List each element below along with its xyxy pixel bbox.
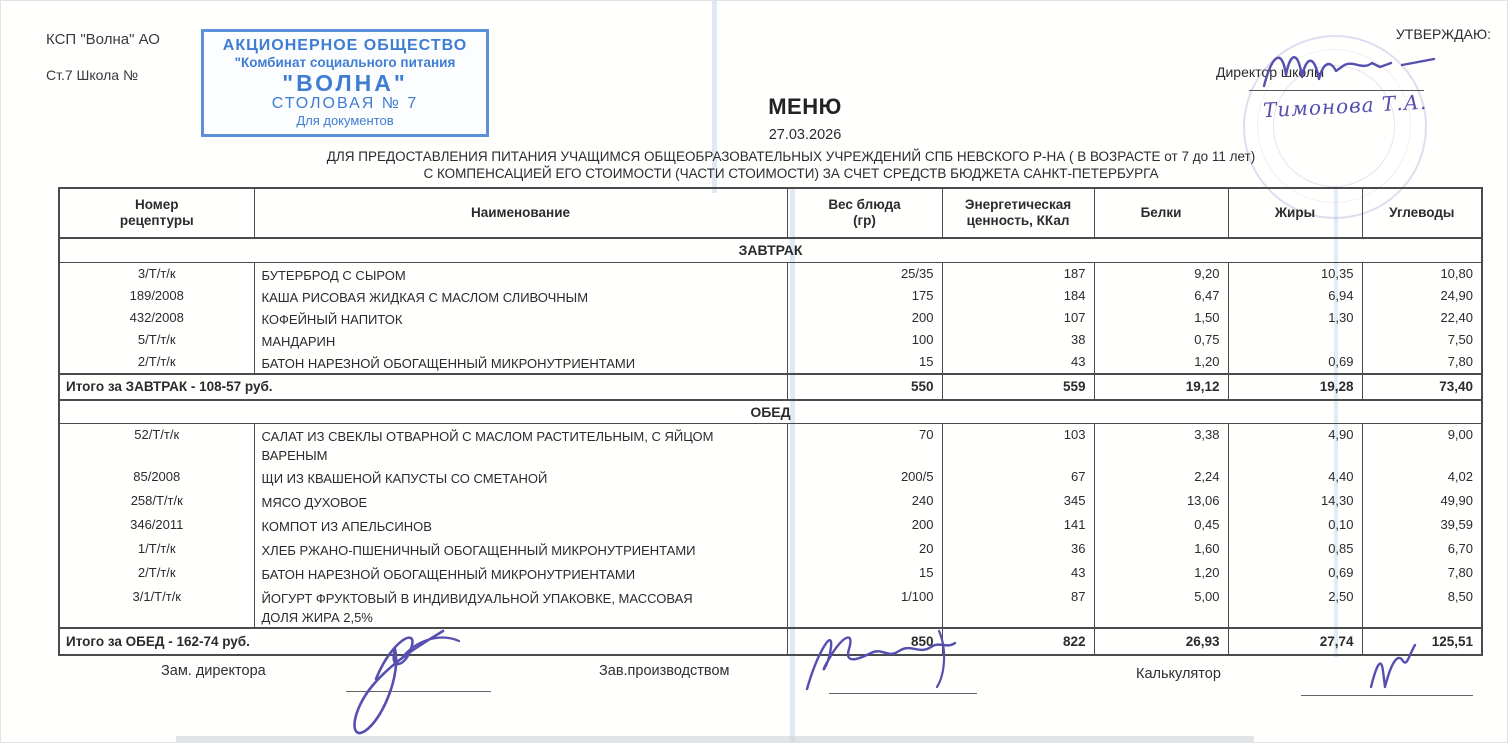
recipe-cell: 85/2008 [59,466,254,490]
weight-cell: 200 [787,307,942,329]
kcal-cell: 184 [942,285,1094,307]
fat-cell: 0,10 [1228,514,1362,538]
org-name: КСП "Волна" АО [46,31,160,48]
dish-name-cell: ХЛЕБ РЖАНО-ПШЕНИЧНЫЙ ОБОГАЩЕННЫЙ МИКРОНУТРИЕНТАМИ [254,538,787,562]
kcal-cell: 103 [942,424,1094,466]
production-manager-signature [789,619,989,709]
kcal-total: 559 [942,374,1094,400]
table-row [59,490,1482,514]
table-row [59,514,1482,538]
protein-cell: 9,20 [1094,262,1228,285]
dish-name-cell: КАША РИСОВАЯ ЖИДКАЯ С МАСЛОМ СЛИВОЧНЫМ [254,285,787,307]
kcal-cell: 87 [942,586,1094,628]
carbs-cell: 24,90 [1362,285,1482,307]
carbs-cell: 4,02 [1362,466,1482,490]
doc-subtitle-line1: ДЛЯ ПРЕДОСТАВЛЕНИЯ ПИТАНИЯ УЧАЩИМСЯ ОБЩЕОБРАЗОВАТЕЛЬНЫХ УЧРЕЖДЕНИЙ СПБ НЕВСКОГО Р-НА ( В ВОЗРАСТЕ от 7 до 11 лет) [326,149,1256,164]
dish-name-cell: КОФЕЙНЫЙ НАПИТОК [254,307,787,329]
director-handwritten-name: Тимонова Т.А. [1262,89,1428,123]
kcal-cell: 107 [942,307,1094,329]
table-row [59,351,1482,374]
kcal-cell: 43 [942,351,1094,374]
deputy-director-label: Зам. директора [161,663,266,679]
recipe-cell: 2/Т/т/к [59,562,254,586]
kcal-cell: 36 [942,538,1094,562]
fat-cell: 4,40 [1228,466,1362,490]
table-row [59,329,1482,351]
protein-cell: 3,38 [1094,424,1228,466]
fat-cell: 4,90 [1228,424,1362,466]
weight-cell: 15 [787,351,942,374]
table-row [59,586,1482,628]
recipe-cell: 1/Т/т/к [59,538,254,562]
dish-name-cell: КОМПОТ ИЗ АПЕЛЬСИНОВ [254,514,787,538]
protein-cell: 1,50 [1094,307,1228,329]
carbs-cell: 49,90 [1362,490,1482,514]
col-header-name: Наименование [254,188,787,238]
carbs-cell: 7,50 [1362,329,1482,351]
weight-cell: 1/100 [787,586,942,628]
fat-cell: 10,35 [1228,262,1362,285]
protein-total: 19,12 [1094,374,1228,400]
table-header-row [59,188,1482,238]
production-manager-label: Зав.производством [599,663,730,679]
director-signature [1256,41,1441,96]
col-header-fat: Жиры [1228,188,1362,238]
col-header-carbs: Углеводы [1362,188,1482,238]
doc-subtitle-line2: С КОМПЕНСАЦИЕЙ ЕГО СТОИМОСТИ (ЧАСТИ СТОИМОСТИ) ЗА СЧЕТ СРЕДСТВ БЮДЖЕТА САНКТ-ПЕТЕРБУРГА [423,166,1159,181]
weight-cell: 25/35 [787,262,942,285]
carbs-cell: 22,40 [1362,307,1482,329]
weight-cell: 20 [787,538,942,562]
section-title: ОБЕД [59,400,1482,424]
recipe-cell: 3/Т/т/к [59,262,254,285]
recipe-cell: 2/Т/т/к [59,351,254,374]
kcal-total: 822 [942,628,1094,655]
fat-total: 19,28 [1228,374,1362,400]
fat-cell: 2,50 [1228,586,1362,628]
calculator-label: Калькулятор [1136,666,1221,682]
weight-cell: 240 [787,490,942,514]
table-row [59,466,1482,490]
recipe-cell: 5/Т/т/к [59,329,254,351]
weight-cell: 200 [787,514,942,538]
dish-name-cell: БАТОН НАРЕЗНОЙ ОБОГАЩЕННЫЙ МИКРОНУТРИЕНТАМИ [254,351,787,374]
lunch-total-row [59,628,1482,655]
fat-total: 27,74 [1228,628,1362,655]
stamp-line: "Комбинат социального питания [234,55,456,70]
fat-cell [1228,329,1362,351]
dish-name-cell: МАНДАРИН [254,329,787,351]
doc-date: 27.03.2026 [768,127,842,143]
menu-table [58,187,1481,656]
protein-cell: 1,60 [1094,538,1228,562]
fat-cell: 0,69 [1228,562,1362,586]
kcal-cell: 187 [942,262,1094,285]
doc-title: МЕНЮ [768,94,842,119]
stamp-line: АКЦИОНЕРНОЕ ОБЩЕСТВО [222,37,468,54]
dish-name-cell: БАТОН НАРЕЗНОЙ ОБОГАЩЕННЫЙ МИКРОНУТРИЕНТАМИ [254,562,787,586]
protein-cell: 1,20 [1094,351,1228,374]
recipe-cell: 346/2011 [59,514,254,538]
section-lunch [59,400,1482,424]
lunch-total-label: Итого за ОБЕД - 162-74 руб. [59,628,787,655]
carbs-total: 125,51 [1362,628,1482,655]
fat-cell: 6,94 [1228,285,1362,307]
table-row [59,424,1482,466]
kcal-cell: 141 [942,514,1094,538]
protein-cell: 2,24 [1094,466,1228,490]
kcal-cell: 38 [942,329,1094,351]
protein-cell: 13,06 [1094,490,1228,514]
calculator-signature [1359,639,1439,699]
recipe-cell: 432/2008 [59,307,254,329]
table-row [59,307,1482,329]
weight-cell: 175 [787,285,942,307]
table-row [59,538,1482,562]
fat-cell: 14,30 [1228,490,1362,514]
recipe-cell: 3/1/Т/т/к [59,586,254,628]
carbs-cell: 8,50 [1362,586,1482,628]
table-row [59,262,1482,285]
stamp-line: "ВОЛНА" [282,70,408,96]
protein-total: 26,93 [1094,628,1228,655]
protein-cell: 0,75 [1094,329,1228,351]
weight-cell: 15 [787,562,942,586]
table-row [59,562,1482,586]
section-title: ЗАВТРАК [59,238,1482,262]
section-breakfast [59,238,1482,262]
dish-name-cell: САЛАТ ИЗ СВЕКЛЫ ОТВАРНОЙ С МАСЛОМ РАСТИТЕЛЬНЫМ, С ЯЙЦОМ ВАРЕНЫМ [254,424,787,466]
stamp-line: Для документов [296,113,394,128]
dish-name-cell: БУТЕРБРОД С СЫРОМ [254,262,787,285]
kcal-cell: 43 [942,562,1094,586]
col-header-protein: Белки [1094,188,1228,238]
fat-cell: 1,30 [1228,307,1362,329]
col-header-recipe: Номер рецептуры [59,188,254,238]
carbs-cell: 7,80 [1362,351,1482,374]
protein-cell: 5,00 [1094,586,1228,628]
recipe-cell: 52/Т/т/к [59,424,254,466]
recipe-cell: 258/Т/т/к [59,490,254,514]
school-line: Ст.7 Школа № [46,67,138,83]
kcal-cell: 345 [942,490,1094,514]
carbs-cell: 10,80 [1362,262,1482,285]
carbs-cell: 7,80 [1362,562,1482,586]
stamp-line: СТОЛОВАЯ № 7 [271,95,419,112]
weight-cell: 70 [787,424,942,466]
col-header-kcal: Энергетическая ценность, ККал [942,188,1094,238]
dish-name-cell: МЯСО ДУХОВОЕ [254,490,787,514]
recipe-cell: 189/2008 [59,285,254,307]
deputy-director-signature [331,619,521,743]
breakfast-total-row [59,374,1482,400]
table-row [59,285,1482,307]
weight-cell: 100 [787,329,942,351]
weight-total: 850 [787,628,942,655]
protein-cell: 6,47 [1094,285,1228,307]
weight-total: 550 [787,374,942,400]
dish-name-cell: ЙОГУРТ ФРУКТОВЫЙ В ИНДИВИДУАЛЬНОЙ УПАКОВКЕ, МАССОВАЯ ДОЛЯ ЖИРА 2,5% [254,586,787,628]
kcal-cell: 67 [942,466,1094,490]
company-rect-stamp [201,29,489,137]
breakfast-total-label: Итого за ЗАВТРАК - 108-57 руб. [59,374,787,400]
dish-name-cell: ЩИ ИЗ КВАШЕНОЙ КАПУСТЫ СО СМЕТАНОЙ [254,466,787,490]
fat-cell: 0,85 [1228,538,1362,562]
fat-cell: 0,69 [1228,351,1362,374]
carbs-cell: 39,59 [1362,514,1482,538]
col-header-weight: Вес блюда (гр) [787,188,942,238]
carbs-total: 73,40 [1362,374,1482,400]
protein-cell: 1,20 [1094,562,1228,586]
carbs-cell: 6,70 [1362,538,1482,562]
carbs-cell: 9,00 [1362,424,1482,466]
director-role-label: Директор школы [1216,64,1325,80]
approve-label: УТВЕРЖДАЮ: [1395,26,1491,42]
protein-cell: 0,45 [1094,514,1228,538]
weight-cell: 200/5 [787,466,942,490]
